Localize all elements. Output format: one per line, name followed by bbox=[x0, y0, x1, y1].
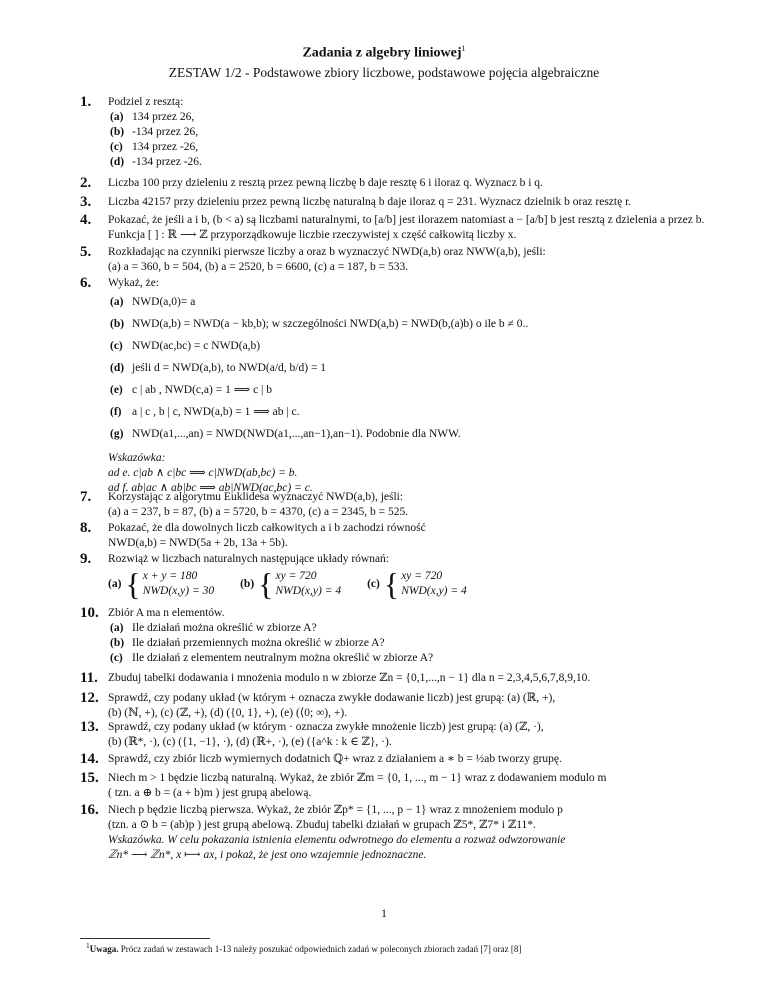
problem-4 bbox=[80, 212, 714, 243]
problem-8 bbox=[80, 520, 714, 551]
subitem-text: NWD(ac,bc) = c NWD(a,b) bbox=[132, 340, 261, 352]
equation-system bbox=[108, 566, 215, 602]
problem-number: 1. bbox=[80, 94, 92, 110]
problem-text-line2: (b) (ℕ, +), (c) (ℤ, +), (d) ({0, 1}, +), (e) (⟨0; ∞), +). bbox=[108, 707, 348, 719]
document-title: Zadania z algebry liniowej$^1$ bbox=[302, 44, 466, 61]
problem-text-line2: (b) (ℝ*, ·), (c) ({1, −1}, ·), (d) (ℝ+, ·), (e) ({a^k : k ∈ ℤ}, ·). bbox=[108, 736, 392, 748]
problem-number: 14. bbox=[80, 751, 99, 767]
subitem-text: -134 przez 26, bbox=[132, 126, 199, 138]
problem-text: Sprawdź, czy podany układ (w którym · oznacza zwykłe mnożenie liczb) jest grupą: (a) (ℤ, ·), bbox=[108, 721, 544, 733]
problem-text: Pokazać, że jeśli a i b, (b < a) są liczbami naturalnymi, to [a/b] jest ilorazem natomiast a − [a/b] b jest resztą z dzielenia a przez b. Funkcja [ ] : ℝ ⟶ ℤ przyporządkowuje liczbie rzeczywistej x część całkowitą liczby x. bbox=[108, 214, 705, 241]
problem-3 bbox=[80, 194, 714, 210]
problem-5 bbox=[80, 244, 714, 275]
problem-number: 12. bbox=[80, 690, 99, 706]
subitem-text: -134 przez -26. bbox=[132, 156, 202, 168]
subitem-text: c | ab , NWD(c,a) = 1 ⟹ c | b bbox=[132, 384, 272, 396]
problem-number: 16. bbox=[80, 802, 99, 818]
hint-line: ad f. ab|ac ∧ ab|bc ⟹ ab|NWD(ac,bc) = c. bbox=[108, 482, 313, 494]
equation-system bbox=[367, 566, 467, 602]
subitem bbox=[108, 291, 714, 313]
subitem-text: NWD(a,b) = NWD(a − kb,b); w szczególności NWD(a,b) = NWD(b,(a)b) o ile b ≠ 0.. bbox=[132, 318, 529, 330]
problem-text-line2: ( tzn. a ⊕ b = (a + b)m ) jest grupą abelową. bbox=[108, 787, 312, 799]
problem-text-line2: (tzn. a ⊙ b = (ab)p ) jest grupą abelową. Zbuduj tabelki działań w grupach ℤ5*, ℤ7* i ℤ11*. bbox=[108, 819, 536, 831]
subitem bbox=[108, 651, 714, 666]
equation: NWD(x,y) = 4 bbox=[275, 585, 342, 597]
equation: x + y = 180 bbox=[142, 570, 198, 582]
subitem bbox=[108, 140, 714, 155]
problem-text-line2: NWD(a,b) = NWD(5a + 2b, 13a + 5b). bbox=[108, 537, 288, 549]
problem-number: 10. bbox=[80, 605, 99, 621]
subitem-label: (b) bbox=[110, 126, 125, 138]
hint-line: ℤn* ⟶ ℤn*, x ⟼ ax, i pokaż, że jest ono wzajemnie jednoznaczne. bbox=[108, 849, 427, 861]
footnote-mark: 1 bbox=[461, 44, 466, 53]
problem-15 bbox=[80, 770, 714, 801]
subitem bbox=[108, 401, 714, 423]
subitem-label: (a) bbox=[110, 296, 124, 308]
problem-1 bbox=[80, 94, 714, 170]
problem-text: Wykaż, że: bbox=[108, 277, 160, 289]
problem-6 bbox=[80, 275, 714, 496]
subitem-label: (a) bbox=[110, 622, 124, 634]
subitem bbox=[108, 110, 714, 125]
footnote-rule bbox=[80, 938, 210, 939]
subitem bbox=[108, 636, 714, 651]
subitem-text: Ile działań można określić w zbiorze A? bbox=[132, 622, 317, 634]
subitem bbox=[108, 313, 714, 335]
problem-2 bbox=[80, 175, 714, 191]
problem-text: Rozkładając na czynniki pierwsze liczby a oraz b wyznaczyć NWD(a,b) oraz NWW(a,b), jeśli: bbox=[108, 246, 546, 258]
problem-9 bbox=[80, 551, 714, 602]
problem-text: Sprawdź, czy zbiór liczb wymiernych dodatnich ℚ+ wraz z działaniem a ∗ b = ½ab tworzy grupę. bbox=[108, 753, 562, 765]
problem-number: 8. bbox=[80, 520, 92, 536]
system-label: (b) bbox=[240, 577, 255, 590]
system-label: (a) bbox=[108, 577, 122, 590]
problem-text: Pokazać, że dla dowolnych liczb całkowitych a i b zachodzi równość bbox=[108, 522, 426, 534]
subitem-label: (c) bbox=[110, 652, 123, 664]
equation: xy = 720 bbox=[401, 570, 443, 582]
subitem-label: (b) bbox=[110, 318, 125, 330]
equation: NWD(x,y) = 4 bbox=[401, 585, 467, 597]
subitem-label: (a) bbox=[110, 111, 124, 123]
brace-icon: { bbox=[125, 566, 141, 602]
problem-text: Liczba 100 przy dzieleniu z resztą przez pewną liczbę b daje resztę 6 i iloraz q. Wyznacz b i q. bbox=[108, 177, 543, 189]
system-lines bbox=[276, 569, 342, 599]
page-number: 1 bbox=[381, 906, 387, 920]
equation: xy = 720 bbox=[275, 570, 317, 582]
problem-number: 5. bbox=[80, 244, 92, 260]
problem-number: 9. bbox=[80, 551, 92, 567]
problem-7 bbox=[80, 489, 714, 520]
subitem-text: jeśli d = NWD(a,b), to NWD(a/d, b/d) = 1 bbox=[132, 362, 327, 374]
subitem bbox=[108, 379, 714, 401]
subitem-label: (c) bbox=[110, 141, 123, 153]
subitem bbox=[108, 125, 714, 140]
problem-text: Liczba 42157 przy dzieleniu przez pewną liczbę naturalną b daje iloraz q = 231. Wyznacz dzielnik b oraz resztę r. bbox=[108, 196, 632, 208]
subitem-text: 134 przez -26, bbox=[132, 141, 199, 153]
problem-number: 13. bbox=[80, 719, 99, 735]
problem-text: Niech m > 1 będzie liczbą naturalną. Wykaż, że zbiór ℤm = {0, 1, ..., m − 1} wraz z dodawaniem modulo m bbox=[108, 772, 607, 784]
problem-number: 7. bbox=[80, 489, 92, 505]
problem-10 bbox=[80, 605, 714, 666]
subitem-text: Ile działań z elementem neutralnym można określić w zbiorze A? bbox=[132, 652, 434, 664]
problem-13 bbox=[80, 719, 714, 750]
subitem-text: 134 przez 26, bbox=[132, 111, 195, 123]
hint-line: Wskazówka: bbox=[108, 452, 166, 464]
footnote: $^1$Uwaga. Prócz zadań w zestawach 1-13 należy poszukać odpowiednich zadań w poleconych zbiorach zadań [7] oraz [8] bbox=[86, 941, 522, 954]
subitem-label: (b) bbox=[110, 637, 125, 649]
subitem-text: a | c , b | c, NWD(a,b) = 1 ⟹ ab | c. bbox=[132, 406, 300, 418]
problem-12 bbox=[80, 690, 714, 721]
problem-text: Korzystając z algorytmu Euklidesa wyznaczyć NWD(a,b), jeśli: bbox=[108, 491, 404, 503]
problem-16 bbox=[80, 802, 714, 863]
problem-text: Podziel z resztą: bbox=[108, 96, 184, 108]
problem-number: 6. bbox=[80, 275, 92, 291]
subitem bbox=[108, 335, 714, 357]
problem-text-line2: (a) a = 360, b = 504, (b) a = 2520, b = 6600, (c) a = 187, b = 533. bbox=[108, 261, 409, 273]
problem-14 bbox=[80, 751, 714, 767]
problem-number: 2. bbox=[80, 175, 92, 191]
problem-number: 15. bbox=[80, 770, 99, 786]
problem-number: 4. bbox=[80, 212, 92, 228]
problem-11 bbox=[80, 670, 714, 686]
subitem-label: (g) bbox=[110, 428, 124, 440]
subitem-label: (d) bbox=[110, 156, 125, 168]
hint-line: ad e. c|ab ∧ c|bc ⟹ c|NWD(ab,bc) = b. bbox=[108, 467, 298, 479]
subitem bbox=[108, 155, 714, 170]
subitem-label: (c) bbox=[110, 340, 123, 352]
problem-number: 3. bbox=[80, 194, 92, 210]
equation-system bbox=[240, 566, 342, 602]
system-label: (c) bbox=[367, 577, 380, 590]
hint-line: Wskazówka. W celu pokazania istnienia elementu odwrotnego do elementu a rozważ odwzorowanie bbox=[108, 834, 566, 846]
problem-number: 11. bbox=[80, 670, 98, 686]
subitem-text: Ile działań przemiennych można określić w zbiorze A? bbox=[132, 637, 385, 649]
problem-text: Zbiór A ma n elementów. bbox=[108, 607, 225, 619]
subitem-label: (f) bbox=[110, 406, 122, 418]
problem-text-line2: (a) a = 237, b = 87, (b) a = 5720, b = 4370, (c) a = 2345, b = 525. bbox=[108, 506, 409, 518]
equation: NWD(x,y) = 30 bbox=[142, 585, 215, 597]
system-lines bbox=[143, 569, 214, 599]
subitem-label: (e) bbox=[110, 384, 123, 396]
problem-text: Rozwiąż w liczbach naturalnych następujące układy równań: bbox=[108, 553, 389, 565]
subitem-label: (d) bbox=[110, 362, 125, 374]
subitem bbox=[108, 357, 714, 379]
problem-text: Niech p będzie liczbą pierwsza. Wykaż, że zbiór ℤp* = {1, ..., p − 1} wraz z mnożeniem modulo p bbox=[108, 804, 563, 816]
subitem bbox=[108, 423, 714, 445]
system-lines bbox=[401, 569, 467, 599]
systems-row bbox=[108, 566, 714, 602]
subitem-text: NWD(a1,...,an) = NWD(NWD(a1,...,an−1),an−1). Podobnie dla NWW. bbox=[132, 428, 461, 440]
problem-text: Zbuduj tabelki dodawania i mnożenia modulo n w zbiorze ℤn = {0,1,...,n − 1} dla n = 2,3,4,5,6,7,8,9,10. bbox=[108, 672, 591, 684]
brace-icon: { bbox=[258, 566, 274, 602]
hint bbox=[108, 833, 714, 863]
problem-text: Sprawdź, czy podany układ (w którym + oznacza zwykłe dodawanie liczb) jest grupą: (a) (ℝ, +), bbox=[108, 692, 556, 704]
subitem bbox=[108, 621, 714, 636]
subitem-text: NWD(a,0)= a bbox=[132, 296, 196, 308]
brace-icon: { bbox=[383, 566, 400, 602]
document-subtitle: ZESTAW 1/2 - Podstawowe zbiory liczbowe, podstawowe pojęcia algebraiczne bbox=[168, 65, 600, 80]
